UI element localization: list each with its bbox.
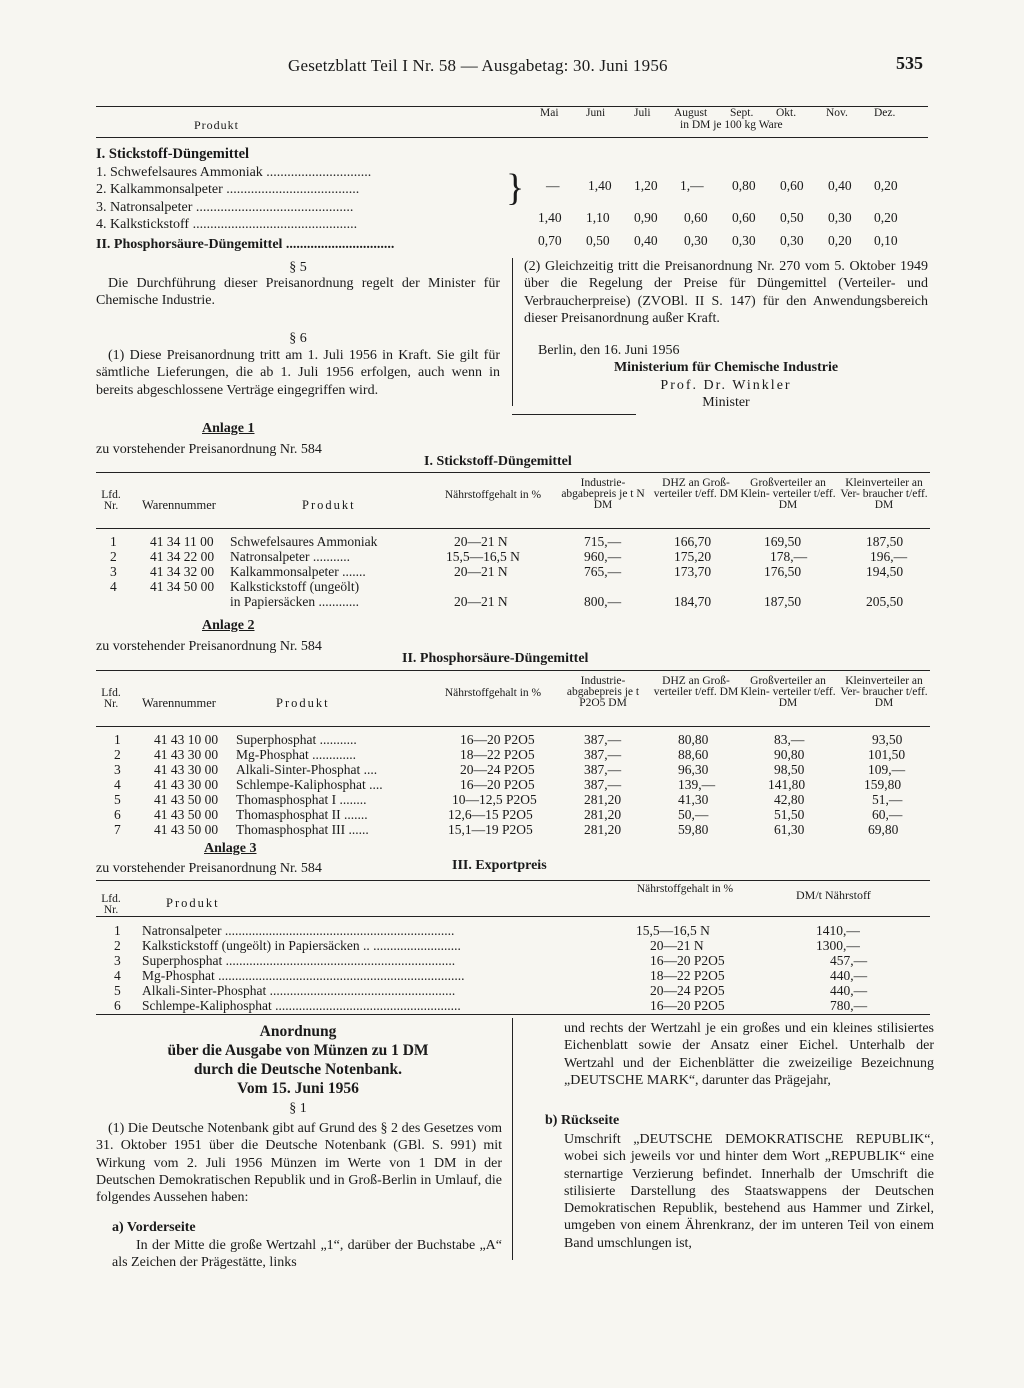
rule [96,1014,930,1015]
column-divider [512,1018,513,1260]
column-divider [512,258,513,406]
annex-title: I. Stickstoff-Düngemittel [424,454,572,469]
month-juli: Juli [634,107,651,119]
col-header: DHZ an Groß- verteiler t/eff. DM [653,675,739,698]
table-row: 1 41 43 10 00 Superphosphat ........... 16—20 P2O5 387,— 80,80 83,— 93,50 [114,732,903,747]
annex2-table-body [96,732,930,838]
annex1-table-body [96,534,930,610]
col-header: Kleinverteiler an Ver- braucher t/eff. DM [840,675,928,709]
col-header: Industrie- abgabepreis je t N DM [561,477,645,511]
table-row: 1 41 34 11 00 Schwefelsaures Ammoniak 20—21 N 715,— 166,70 169,50 187,50 [110,534,904,549]
table-row: 3 41 34 32 00 Kalkammonsalpeter ....... 20—21 N 765,— 173,70 176,50 194,50 [110,564,904,579]
signer: Prof. Dr. Winkler [660,378,792,393]
list-item: 4. Kalkstickstoff ............................................... [96,217,358,232]
group-title: I. Stickstoff-Düngemittel [96,146,250,162]
month-sept: Sept. [730,107,754,119]
table-row: 3 41 43 30 00 Alkali-Sinter-Phosphat .... 20—24 P2O5 387,— 96,30 98,50 109,— [114,762,906,777]
paragraph: Umschrift „DEUTSCHE DEMOKRATISCHE REPUBLIK“, wobei sich jeweils vor und hinter dem Wort „REPUBLIK“ eine sternartige Verzierung befindet. Innerhalb der Umschrift die stilisierte Darstellung des Staatswappens der Deutschen Demokratischen Republik, bestehend aus Hammer und Zirkel, umgeben von einem Ährenkranz, der im unteren Teil von einem Band umschlungen ist, [564,1132,934,1251]
decree-date: Vom 15. Juni 1956 [237,1080,359,1097]
col-header: Produkt [166,896,220,910]
month-nov: Nov. [826,107,848,119]
table-row: 0,70 0,50 0,40 0,30 0,30 0,30 0,20 0,10 [538,233,898,248]
subsection-heading: a) Vorderseite [112,1220,196,1235]
decree-title: durch die Deutsche Notenbank. [193,1061,403,1078]
col-header: Warennummer [142,696,216,710]
month-august: August [674,107,708,119]
list-item: 2. Kalkammonsalpeter ...................................... [96,182,360,197]
table-row: 4 41 43 30 00 Schlempe-Kaliphosphat .... 16—20 P2O5 387,— 139,— 141,80 159,80 [114,777,902,792]
table-row: — 1,40 1,20 1,— 0,80 0,60 0,40 0,20 [546,178,898,193]
rule [512,414,636,415]
table-row: 1 Natronsalpeter .................................................................... 15,5—16,5 N 1410,— [114,923,860,938]
subsection-heading: b) Rückseite [545,1113,620,1128]
table-row: 4 41 34 50 00 Kalkstickstoff (ungeölt) in Papiersäcken ............ 20—21 N 800,— 184,70 187,50 205,50 [110,579,904,609]
paragraph: (1) Die Deutsche Notenbank gibt auf Grund des § 2 des Gesetzes vom 31. Oktober 1951 über die Deutsche Notenbank (GBl. S. 991) mit Wirkung vom 2. Juli 1956 Münzen im Werte von 1 DM in der Deutschen Demokratischen Republik und in Groß-Berlin in Umlauf, die folgendes Aussehen haben: [96,1121,502,1206]
section-heading: § 5 [289,260,307,275]
col-header: Lfd. Nr. [101,489,121,512]
annex-title: III. Exportpreis [452,858,547,873]
brace: } [506,167,525,209]
col-header: Großverteiler an Klein- verteiler t/eff. DM [740,477,836,511]
table-row: 3 Superphosphat .................................................................... 16—20 P2O5 457,— [114,953,868,968]
rule [96,472,930,473]
section-heading: § 1 [289,1101,307,1116]
signer-title: Minister [702,395,750,410]
annex-label: Anlage 3 [204,841,257,856]
decree-title: über die Ausgabe von Münzen zu 1 DM [167,1042,429,1059]
page-header-title: Gesetzblatt Teil I Nr. 58 — Ausgabetag: 30. Juni 1956 [288,56,668,75]
place-date: Berlin, den 16. Juni 1956 [538,343,680,358]
group-title: II. Phosphorsäure-Düngemittel ............................... [96,237,395,252]
col-header: Industrie- abgabepreis je t P2O5 DM [566,675,640,709]
table-row: 2 41 43 30 00 Mg-Phosphat ............. 18—22 P2O5 387,— 88,60 90,80 101,50 [114,747,906,762]
table-row: 4 Mg-Phosphat ......................................................................... 18—22 P2O5 440,— [114,968,868,983]
table-row: 6 41 43 50 00 Thomasphosphat II ....... 12,6—15 P2O5 281,20 50,— 51,50 60,— [114,807,903,822]
paragraph: und rechts der Wertzahl je ein großes und ein kleines stilisiertes Eichenblatt sowie der Ansatz einer Eichel. Unterhalb der Wertzahl und der Eichenblätter die zweizeilige Bezeichnung „DEUTSCHE MARK“, darunter das Prägejahr, [564,1021,934,1088]
table-row: 1,40 1,10 0,90 0,60 0,60 0,50 0,30 0,20 [538,210,898,225]
annex-label: Anlage 1 [202,421,255,436]
unit-note: in DM je 100 kg Ware [680,119,783,131]
col-header: Nährstoffgehalt in % [636,883,734,895]
page-number: 535 [896,53,923,73]
month-okt: Okt. [776,107,797,119]
col-header: Großverteiler an Klein- verteiler t/eff. DM [740,675,836,709]
month-juni: Juni [586,107,606,119]
month-mai: Mai [540,107,559,119]
table-row: 7 41 43 50 00 Thomasphosphat III ...... 15,1—19 P2O5 281,20 59,80 61,30 69,80 [114,822,899,837]
annex-sub: zu vorstehender Preisanordnung Nr. 584 [96,442,322,457]
rule [96,726,930,727]
paragraph: Die Durchführung dieser Preisanordnung regelt der Minister für Chemische Industrie. [96,276,500,309]
rule [96,880,930,881]
rule [96,916,930,917]
paragraph: In der Mitte die große Wertzahl „1“, darüber der Buchstabe „A“ als Zeichen der Prägestätte, links [112,1238,502,1271]
table-row: 2 Kalkstickstoff (ungeölt) in Papiersäcken .. .......................... 20—21 N 1300,— [114,938,860,953]
month-dez: Dez. [874,107,896,119]
rule [96,137,928,138]
col-header: Kleinverteiler an Ver- braucher t/eff. DM [840,477,928,511]
annex-sub: zu vorstehender Preisanordnung Nr. 584 [96,861,322,876]
col-header: Lfd. Nr. [101,893,121,916]
col-header: Produkt [276,696,330,710]
rule [96,670,930,671]
month-headers [510,106,930,134]
col-header-produkt: Produkt [194,118,240,132]
table-row: 5 Alkali-Sinter-Phosphat ....................................................... 20—24 P2O5 440,— [114,983,868,998]
col-header: DM/t Nährstoff [796,888,871,902]
decree-title: Anordnung [259,1023,337,1040]
col-header: Warennummer [142,498,216,512]
col-header: Nährstoffgehalt in % [444,489,542,501]
section-heading: § 6 [289,331,307,346]
ministry: Ministerium für Chemische Industrie [613,360,839,375]
paragraph: (1) Diese Preisanordnung tritt am 1. Juli 1956 in Kraft. Sie gilt für sämtliche Lieferungen, die ab 1. Juli 1956 erfolgen, auch wenn in bereits abgeschlossene Verträge eingegriffen wird. [96,348,500,398]
table-row: 6 Schlempe-Kaliphosphat ....................................................... 16—20 P2O5 780,— [114,998,868,1013]
table-row: 2 41 34 22 00 Natronsalpeter ........... 15,5—16,5 N 960,— 175,20 178,— 196,— [110,549,908,564]
paragraph: (2) Gleichzeitig tritt die Preisanordnung Nr. 270 vom 5. Oktober 1949 über die Regelung der Preise für Düngemittel (Verteiler- und Verbraucherpreise) (ZVOBl. II S. 147) für den Anwendungsbereich dieser Preisanordnung außer Kraft. [524,259,928,326]
annex-title: II. Phosphorsäure-Düngemittel [402,651,589,666]
table-row: 5 41 43 50 00 Thomasphosphat I ........ 10—12,5 P2O5 281,20 41,30 42,80 51,— [114,792,903,807]
annex3-table-body [96,923,930,1015]
col-header: Lfd. Nr. [101,687,121,710]
col-header: Nährstoffgehalt in % [444,687,542,699]
list-item: 3. Natronsalpeter ............................................. [96,200,354,215]
rule [96,528,930,529]
annex-sub: zu vorstehender Preisanordnung Nr. 584 [96,639,322,654]
list-item: 1. Schwefelsaures Ammoniak .............................. [96,165,372,180]
col-header: Produkt [302,498,356,512]
annex-label: Anlage 2 [202,618,255,633]
col-header: DHZ an Groß- verteiler t/eff. DM [653,477,739,500]
